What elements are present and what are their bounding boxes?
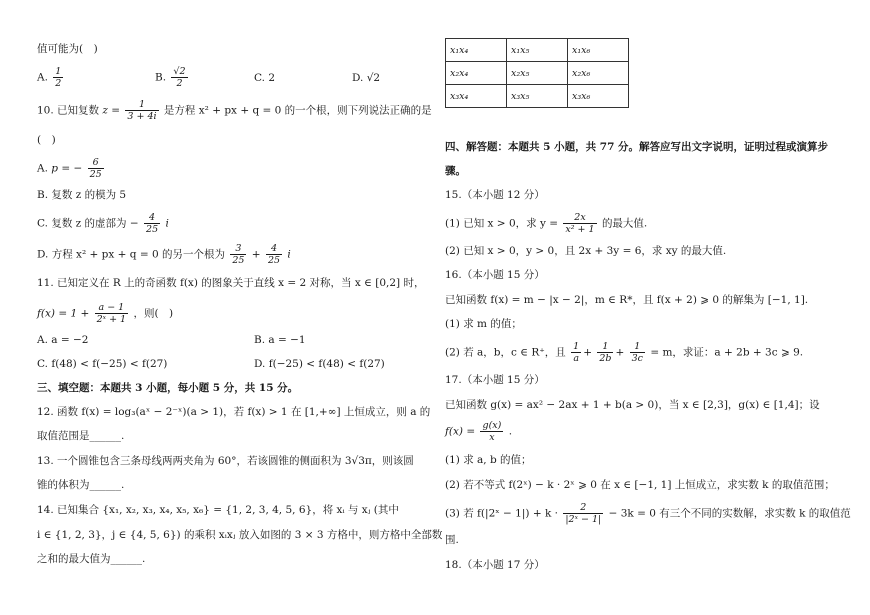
q9-option-c: C. 2	[254, 72, 276, 84]
section-3-heading: 三、填空题：本题共 3 小题，每小题 5 分，共 15 分。	[37, 382, 299, 394]
q15-heading: 15.（本小题 12 分）	[445, 189, 545, 201]
table-cell: x₂x₅	[507, 62, 568, 85]
q10-stem: 10. 已知复数 z = $\frac{1}{3 + 4i}$ 是方程 x² + px + q = 0 的一个根，则下列说法正确的是	[37, 99, 432, 122]
q16-part2: (2) 若 a，b，c ∈ R⁺，且 $\frac{1}{a}$ + $\frac{1}{2b}$ + $\frac{1}{3c}$ = m，求证：a + 2b + 3c ⩾ 9.	[445, 341, 804, 364]
q9-tail: 值可能为( )	[37, 43, 98, 55]
q11-stem: 11. 已知定义在 R 上的奇函数 f(x) 的图象关于直线 x = 2 对称，当 x ∈ [0,2] 时，	[37, 277, 425, 289]
table-cell: x₃x₅	[507, 85, 568, 108]
q15-part2: (2) 已知 x > 0，y > 0，且 2x + 3y = 6，求 xy 的最大值.	[445, 245, 727, 257]
q11-option-b: B. a = −1	[254, 334, 306, 346]
table-row	[446, 62, 629, 85]
q10-option-d: D. 方程 x² + px + q = 0 的另一个根为 $\frac{3}{25}$ + $\frac{4}{25}$ i	[37, 243, 291, 266]
q16-stem: 已知函数 f(x) = m − |x − 2|，m ∈ R*，且 f(x + 2) ⩾ 0 的解集为 [−1, 1].	[445, 294, 809, 306]
q13-line2: 锥的体积为______.	[37, 479, 125, 491]
table-cell: x₃x₆	[568, 85, 629, 108]
q18-heading: 18.（本小题 17 分）	[445, 559, 545, 571]
table-row	[446, 85, 629, 108]
q12-line2: 取值范围是______.	[37, 430, 125, 442]
table-cell: x₁x₆	[568, 39, 629, 62]
q14-line2: i ∈ {1, 2, 3}，j ∈ {4, 5, 6}) 的乘积 xᵢxⱼ 放入如图的 3 × 3 方格中，则方格中全部数	[37, 529, 443, 541]
q11-option-d: D. f(−25) < f(48) < f(27)	[254, 358, 385, 370]
q11-option-a: A. a = −2	[37, 334, 89, 346]
table-cell: x₃x₄	[446, 85, 507, 108]
q11-function: f(x) = 1 + $\frac{a - 1}{\text{2ˣ + 1}}$ ，则( )	[37, 302, 174, 325]
q17-fx-def: f(x) = $\frac{g(x)}{x}$ .	[445, 420, 513, 443]
q9-option-b: B. $\frac{√2}{2}$	[155, 66, 186, 89]
q17-stem: 已知函数 g(x) = ax² − 2ax + 1 + b(a > 0)，当 x ∈ [2,3]，g(x) ∈ [1,4]；设	[445, 399, 820, 411]
q17-part2: (2) 若不等式 f(2ˣ) − k · 2ˣ ⩾ 0 在 x ∈ [−1, 1] 上恒成立，求实数 k 的取值范围；	[445, 479, 835, 491]
q14-line3: 之和的最大值为______.	[37, 553, 146, 565]
q14-line1: 14. 已知集合 {x₁, x₂, x₃, x₄, x₅, x₆} = {1, 2, 3, 4, 5, 6}，将 xᵢ 与 xⱼ (其中	[37, 504, 399, 516]
q12-line1: 12. 函数 f(x) = log₃(aˣ − 2⁻ˣ)(a > 1)，若 f(x) > 1 在 [1,+∞] 上恒成立，则 a 的	[37, 406, 431, 418]
q15-part1: (1) 已知 x > 0，求 y = $\frac{2x}{\text{x² + 1}}$ 的最大值.	[445, 212, 648, 235]
section-4-heading-line2: 骤。	[445, 165, 466, 177]
table-row	[446, 39, 629, 62]
q16-part1: (1) 求 m 的值；	[445, 318, 522, 330]
q10-option-c: C. 复数 z 的虚部为 − $\frac{4}{25}$ i	[37, 212, 169, 235]
q17-heading: 17.（本小题 15 分）	[445, 374, 545, 386]
q11-option-c: C. f(48) < f(−25) < f(27)	[37, 358, 168, 370]
q16-heading: 16.（本小题 15 分）	[445, 269, 545, 281]
table-cell: x₁x₄	[446, 39, 507, 62]
q10-option-b: B. 复数 z 的模为 5	[37, 189, 127, 201]
q17-part3: (3) 若 f(|2ˣ − 1|) + k · $\frac{2}{\text{|2ˣ − 1|}}$ − 3k = 0 有三个不同的实数解，求实数 k 的取值范	[445, 502, 851, 525]
q17-part3-tail: 围.	[445, 534, 459, 546]
table-cell: x₁x₅	[507, 39, 568, 62]
section-4-heading-line1: 四、解答题：本题共 5 小题，共 77 分。解答应写出文字说明，证明过程或演算步	[445, 141, 829, 153]
q17-part1: (1) 求 a, b 的值；	[445, 454, 532, 466]
product-grid-table	[445, 38, 629, 108]
q10-paren: ( )	[37, 134, 56, 146]
q13-line1: 13. 一个圆锥包含三条母线两两夹角为 60°，若该圆锥的侧面积为 3√3π，则该圆	[37, 455, 414, 467]
q9-option-d: D. √2	[352, 72, 381, 84]
q9-option-a: A. $\frac{1}{2}$	[37, 66, 62, 89]
table-cell: x₂x₄	[446, 62, 507, 85]
q10-option-a: A. p = − $\frac{6}{25}$	[37, 157, 102, 180]
table-cell: x₂x₆	[568, 62, 629, 85]
